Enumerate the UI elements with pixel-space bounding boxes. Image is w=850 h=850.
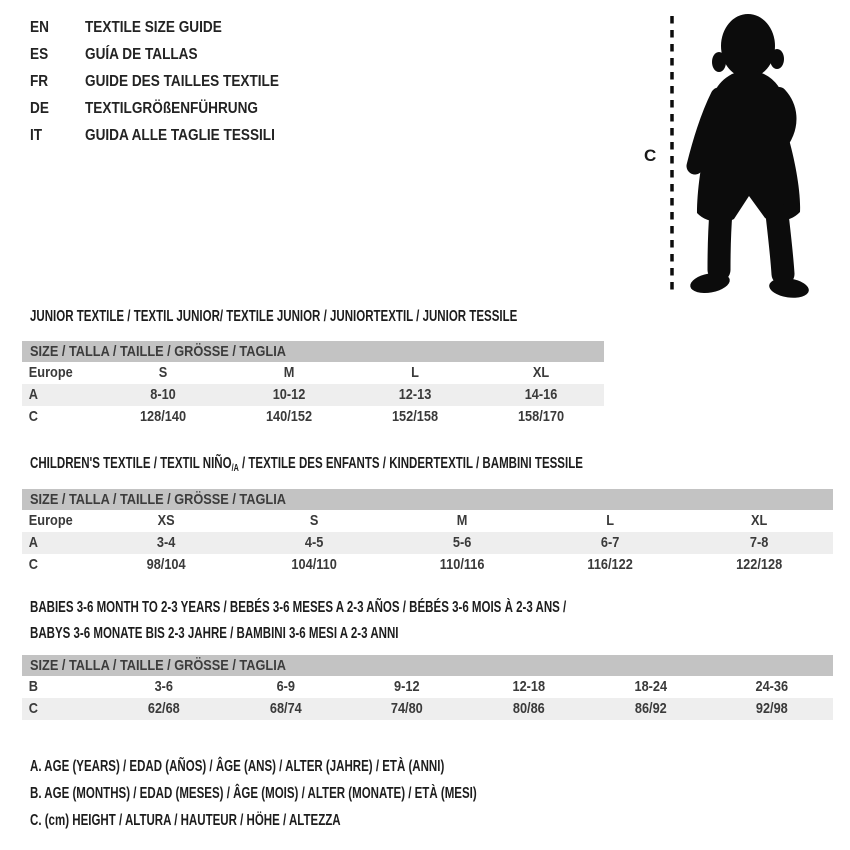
language-row-it <box>30 122 313 149</box>
europe-size-row <box>22 362 604 384</box>
size-header-label: SIZE / TALLA / TAILLE / GRÖSSE / TAGLIA <box>30 343 286 360</box>
height-cell: 128/140 <box>139 408 187 425</box>
height-cell: 152/158 <box>391 408 439 425</box>
row-label: Europe <box>28 364 73 381</box>
size-cell: XL <box>532 364 550 381</box>
size-cell: M <box>457 512 468 529</box>
age-cell: 3-6 <box>154 678 174 695</box>
babies-section-title-line2: BABYS 3-6 MONATE BIS 2-3 JAHRE / BAMBINI 3-6 MESI A 2-3 ANNI <box>30 625 399 642</box>
height-cell: 68/74 <box>269 700 302 717</box>
language-label: TEXTILGRÖßENFÜHRUNG <box>85 100 259 117</box>
height-cell: 62/68 <box>147 700 180 717</box>
legend-line-b <box>30 780 650 807</box>
age-cell: 3-4 <box>156 534 176 551</box>
legend-text: A. AGE (YEARS) / EDAD (AÑOS) / ÂGE (ANS) / ALTER (JAHRE) / ETÀ (ANNI) <box>30 758 445 775</box>
language-label: GUÍA DE TALLAS <box>85 46 198 63</box>
europe-size-row <box>22 510 833 532</box>
children-section-title-text <box>30 451 583 482</box>
row-label: C <box>28 556 39 573</box>
age-years-row <box>22 532 833 554</box>
babies-section-title-line1: BABIES 3-6 MONTH TO 2-3 YEARS / BEBÉS 3-6 MESES A 2-3 AÑOS / BÉBÉS 3-6 MOIS À 2-3 ANS / <box>30 599 567 616</box>
language-code: ES <box>30 46 49 63</box>
language-label: GUIDE DES TAILLES TEXTILE <box>85 73 279 90</box>
language-label: TEXTILE SIZE GUIDE <box>85 19 222 36</box>
size-cell: XS <box>157 512 175 529</box>
age-cell: 7-8 <box>749 534 769 551</box>
size-header-label: SIZE / TALLA / TAILLE / GRÖSSE / TAGLIA <box>30 491 286 508</box>
language-row-de <box>30 95 313 122</box>
junior-size-table <box>22 341 604 428</box>
size-header-bar <box>22 655 833 676</box>
legend-line-a <box>30 753 650 780</box>
age-months-row <box>22 676 833 698</box>
language-list <box>30 14 313 149</box>
height-cell: 158/170 <box>517 408 565 425</box>
language-row-en <box>30 14 313 41</box>
size-header-bar <box>22 341 604 362</box>
row-label: C <box>28 700 39 717</box>
children-size-table <box>22 489 833 576</box>
legend-text: C. (cm) HEIGHT / ALTURA / HAUTEUR / HÖHE / ALTEZZA <box>30 812 341 829</box>
age-cell: 5-6 <box>453 534 472 551</box>
size-cell: XL <box>750 512 768 529</box>
height-cell: 98/104 <box>146 556 186 573</box>
row-label: Europe <box>28 512 73 529</box>
size-cell: M <box>283 364 295 381</box>
toddler-figure <box>620 0 850 320</box>
height-cell: 86/92 <box>634 700 667 717</box>
height-cm-row <box>22 698 833 720</box>
age-cell: 10-12 <box>272 386 306 403</box>
language-code: FR <box>30 73 49 90</box>
height-cell: 140/152 <box>265 408 313 425</box>
size-cell: S <box>158 364 168 381</box>
junior-section-title <box>30 304 707 330</box>
age-years-row <box>22 384 604 406</box>
size-cell: L <box>411 364 419 381</box>
size-cell: L <box>606 512 615 529</box>
height-cell: 116/122 <box>587 556 634 573</box>
language-code: EN <box>30 19 49 36</box>
size-cell: S <box>309 512 319 529</box>
babies-section-title <box>30 595 775 647</box>
height-cell: 80/86 <box>512 700 545 717</box>
row-label: A <box>28 386 39 403</box>
age-cell: 6-7 <box>601 534 620 551</box>
age-cell: 18-24 <box>634 678 667 695</box>
height-cm-row <box>22 406 604 428</box>
height-cell: 122/128 <box>735 556 782 573</box>
row-label: C <box>28 408 39 425</box>
age-cell: 12-13 <box>398 386 432 403</box>
children-section-title <box>30 451 798 482</box>
height-cm-row <box>22 554 833 576</box>
language-code: IT <box>30 127 43 144</box>
age-cell: 4-5 <box>304 534 324 551</box>
row-label: B <box>28 678 39 695</box>
title-subscript: /A <box>231 463 239 474</box>
language-label: GUIDA ALLE TAGLIE TESSILI <box>85 127 275 144</box>
age-cell: 12-18 <box>512 678 546 695</box>
age-cell: 9-12 <box>394 678 420 695</box>
height-cell: 92/98 <box>756 700 789 717</box>
age-cell: 8-10 <box>150 386 176 403</box>
size-header-bar <box>22 489 833 510</box>
height-cell: 74/80 <box>391 700 424 717</box>
row-label: A <box>28 534 39 551</box>
age-cell: 14-16 <box>524 386 558 403</box>
height-measure-label: C <box>644 146 657 165</box>
language-row-fr <box>30 68 313 95</box>
height-cell: 104/110 <box>291 556 337 573</box>
height-cell: 110/116 <box>440 556 485 573</box>
legend-line-c <box>30 807 650 834</box>
junior-section-title-text: JUNIOR TEXTILE / TEXTIL JUNIOR/ TEXTILE JUNIOR / JUNIORTEXTIL / JUNIOR TESSILE <box>30 308 518 325</box>
babies-size-table <box>22 655 833 720</box>
age-cell: 6-9 <box>276 678 295 695</box>
age-cell: 24-36 <box>755 678 789 695</box>
size-header-label: SIZE / TALLA / TAILLE / GRÖSSE / TAGLIA <box>30 657 286 674</box>
title-part: / TEXTILE DES ENFANTS / KINDERTEXTIL / BAMBINI TESSILE <box>238 455 583 472</box>
measurement-legend <box>30 753 650 834</box>
legend-text: B. AGE (MONTHS) / EDAD (MESES) / ÂGE (MOIS) / ALTER (MONATE) / ETÀ (MESI) <box>30 785 477 802</box>
language-code: DE <box>30 100 49 117</box>
title-part: CHILDREN'S TEXTILE / TEXTIL NIÑO <box>30 455 232 472</box>
language-row-es <box>30 41 313 68</box>
